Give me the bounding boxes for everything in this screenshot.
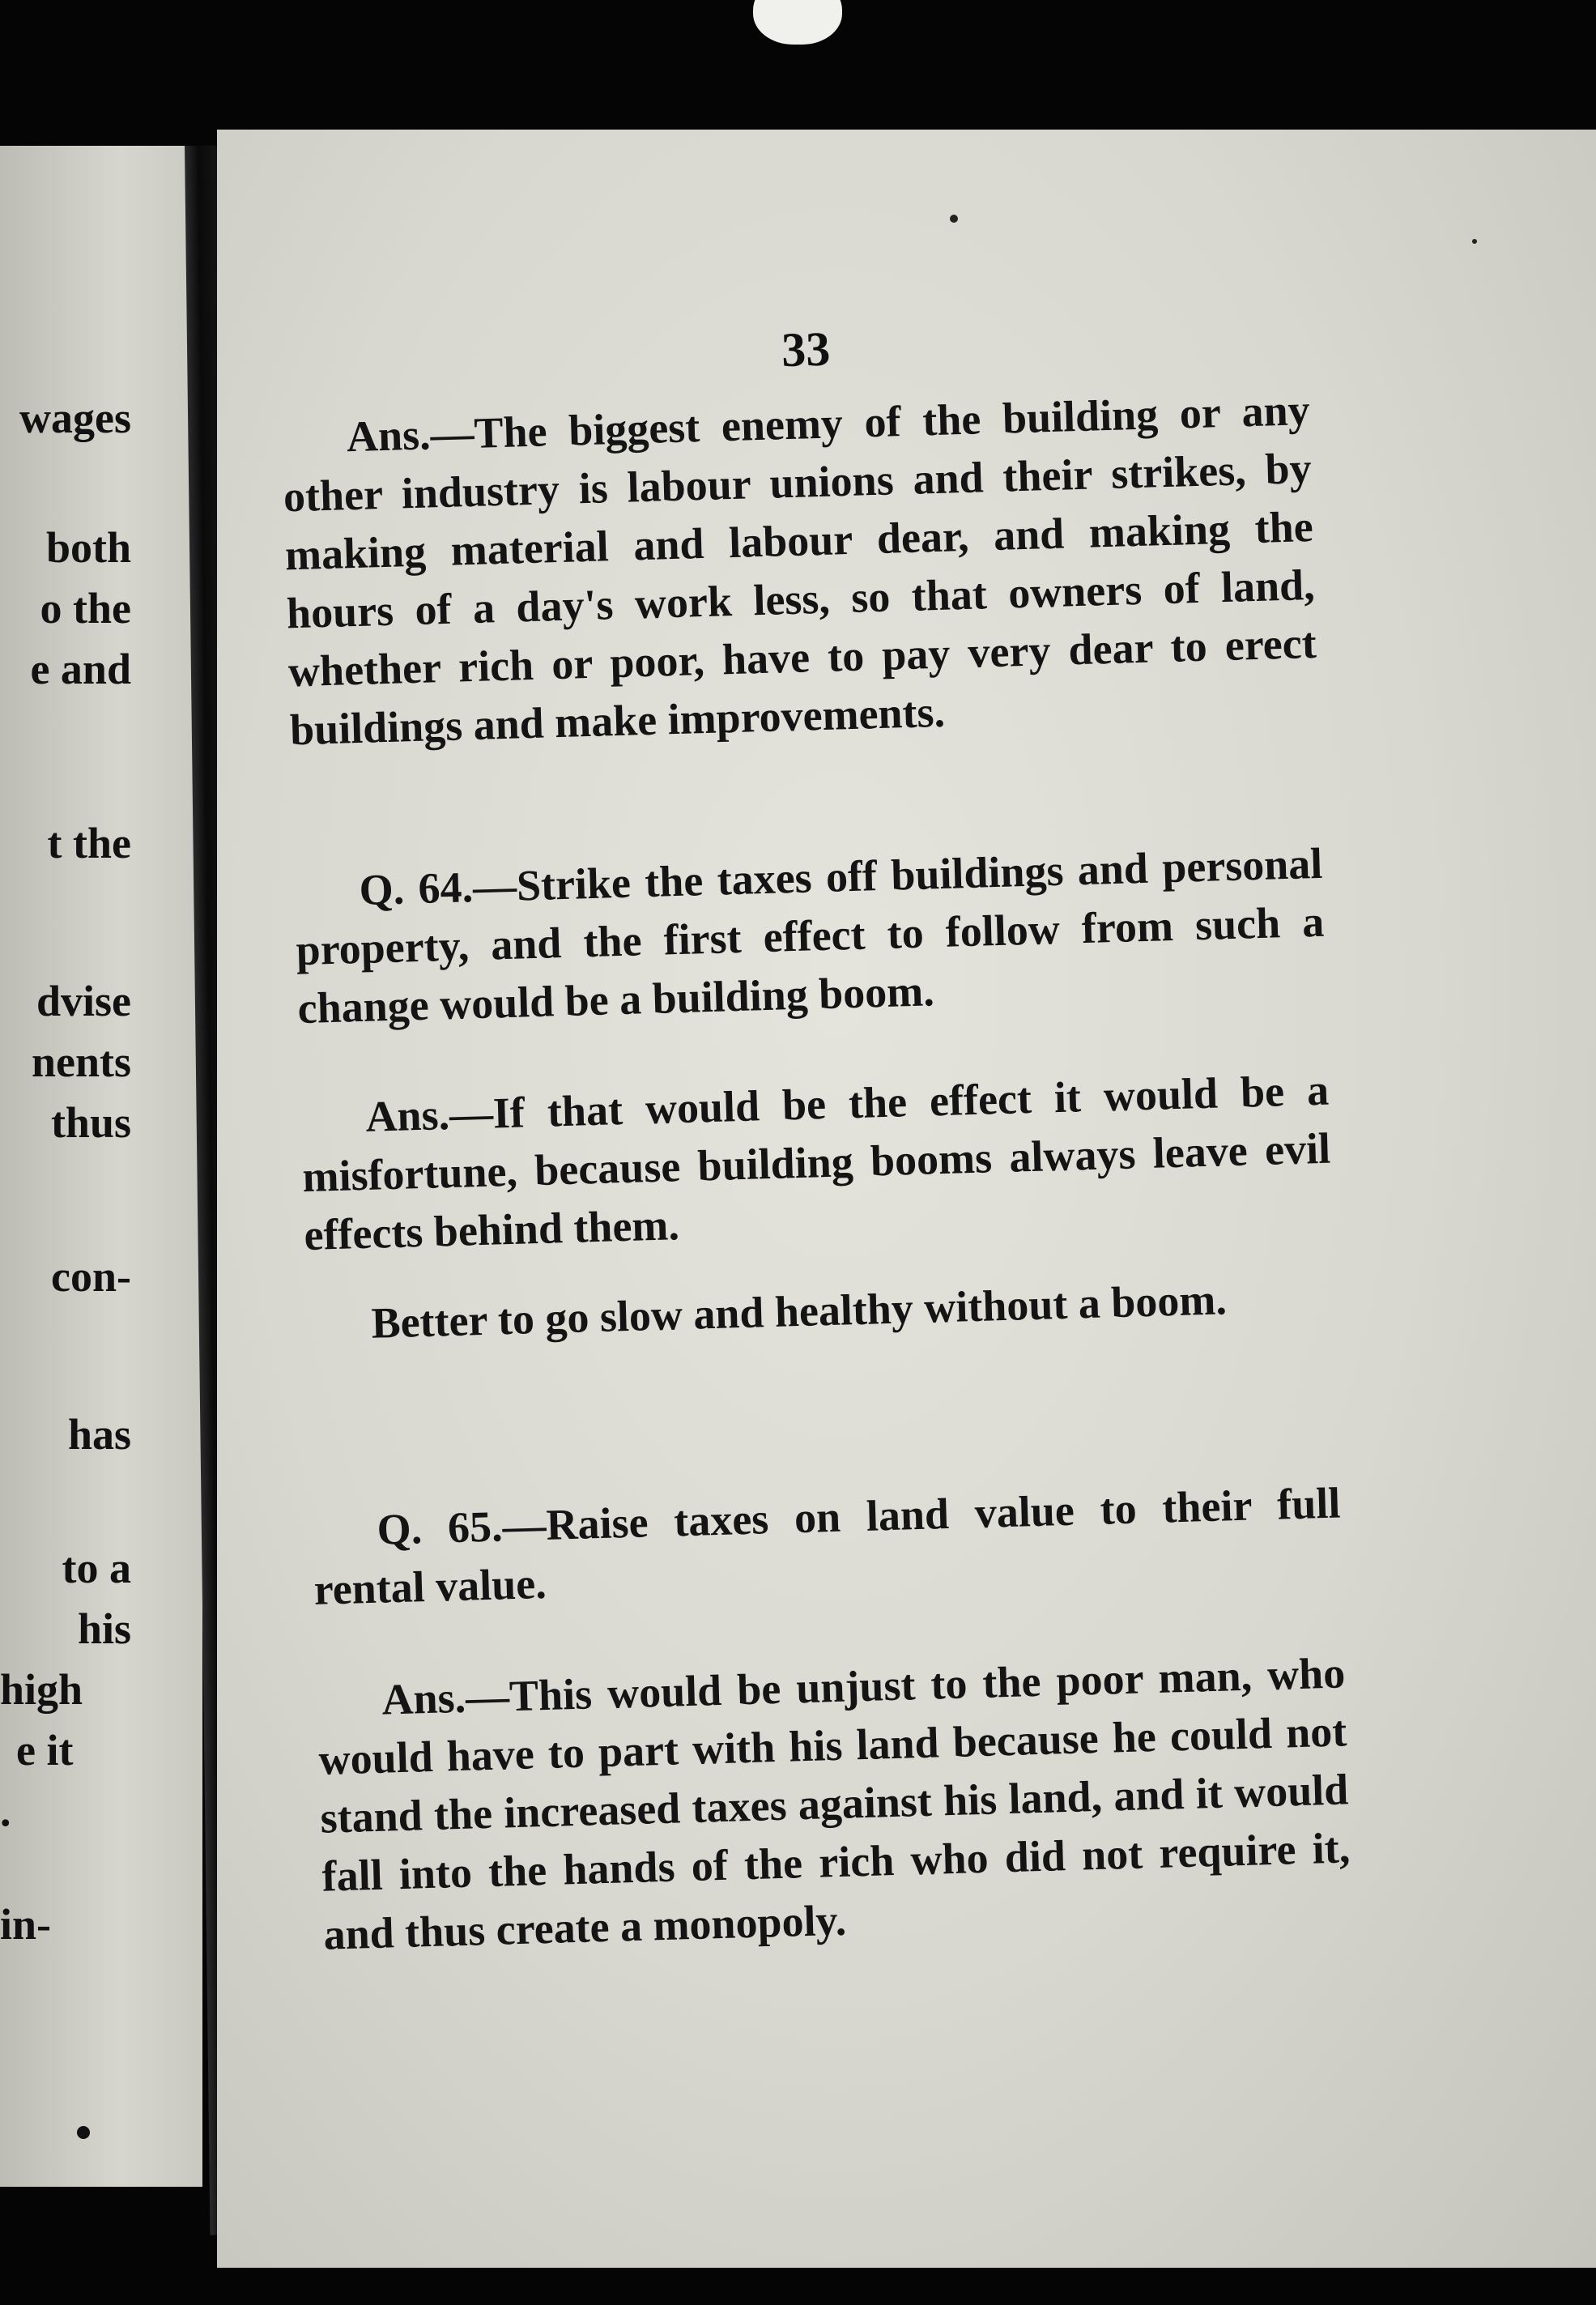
answer-paragraph: Ans.—If that would be the effect it would be a misfortune, because building booms always leave evil effects behind them. bbox=[301, 1065, 1331, 1260]
book-page bbox=[217, 130, 1596, 2268]
scanner-clip bbox=[753, 0, 842, 45]
question-paragraph: Q. 64.—Strike the taxes off buildings and personal property, and the first effect to follow from such a change would be a building boom. bbox=[295, 838, 1326, 1033]
left-fragment: e it bbox=[16, 1726, 74, 1775]
left-fragment: e and bbox=[30, 645, 131, 693]
left-fragment: nents bbox=[31, 1037, 131, 1086]
left-fragment: con- bbox=[51, 1252, 131, 1301]
left-fragment: . bbox=[0, 1787, 11, 1835]
left-fragment: thus bbox=[50, 1098, 131, 1147]
left-fragment: high bbox=[0, 1665, 83, 1714]
page-number: 33 bbox=[781, 322, 832, 377]
previous-page-strip bbox=[0, 146, 202, 2187]
ink-dot bbox=[950, 215, 958, 223]
answer-paragraph: Ans.—This would be unjust to the poor man, who would have to part with his land because he could not stand the increased taxes against his land, and it would fall into the hands of the rich who did not require it, and thus create a monopoly. bbox=[317, 1648, 1351, 1959]
left-fragment: to a bbox=[62, 1544, 131, 1592]
left-fragment: t the bbox=[47, 819, 131, 867]
question-paragraph: Q. 65.—Raise taxes on land value to their full rental value. bbox=[313, 1478, 1342, 1614]
left-fragment: both bbox=[45, 523, 131, 572]
left-fragment: has bbox=[67, 1410, 131, 1459]
left-fragment: o the bbox=[40, 584, 131, 633]
ink-dot bbox=[77, 2126, 90, 2139]
left-fragment: in- bbox=[0, 1900, 52, 1949]
ink-dot bbox=[1472, 239, 1477, 244]
left-fragment: dvise bbox=[36, 977, 131, 1025]
answer-paragraph: Ans.—The biggest enemy of the building or any other industry is labour unions and their strikes, by making material and labour dear, and making the hours of a day's work less, so that owners of land, whether rich or poor, have to pay very dear to erect buildings and make improvements. bbox=[283, 386, 1317, 755]
left-fragment: wages bbox=[19, 394, 131, 442]
left-fragment: his bbox=[77, 1604, 131, 1653]
body-paragraph: Better to go slow and healthy without a boom. bbox=[370, 1275, 1228, 1348]
page-text-block bbox=[218, 130, 1596, 2305]
